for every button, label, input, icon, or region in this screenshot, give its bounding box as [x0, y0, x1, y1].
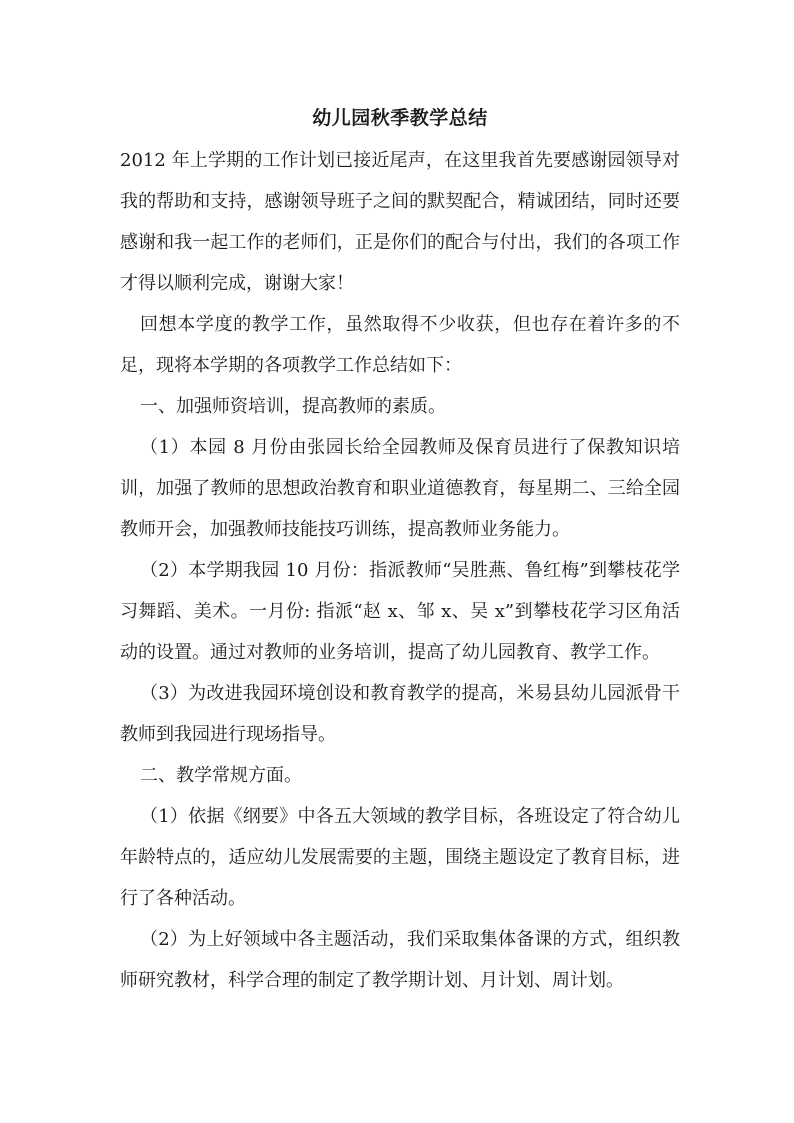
document-body — [120, 100, 680, 1001]
paragraph-item-2-1: （1）依据《纲要》中各五大领域的教学目标，各班设定了符合幼儿年龄特点的，适应幼儿发展需要的主题，围绕主题设定了教育目标，进行了各种活动。 — [120, 806, 680, 909]
paragraph-item-1-1: （1）本园 8 月份由张园长给全园教师及保育员进行了保教知识培训，加强了教师的思想政治教育和职业道德教育，每星期二、三给全园教师开会，加强教师技能技巧训练，提高教师业务能力。 — [120, 437, 680, 540]
paragraph-item-1-3: （3）为改进我园环境创设和教育教学的提高，米易县幼儿园派骨干教师到我园进行现场指导。 — [120, 683, 680, 745]
paragraph-intro: 2012 年上学期的工作计划已接近尾声，在这里我首先要感谢园领导对我的帮助和支持，感谢领导班子之间的默契配合，精诚团结，同时还要感谢和我一起工作的老师们，正是你们的配合与付出，我们的各项工作才得以顺利完成，谢谢大家！ — [120, 150, 680, 294]
document-title: 幼儿园秋季教学总结 — [312, 107, 488, 129]
section-heading-2: 二、教学常规方面。 — [140, 765, 302, 786]
section-heading-1: 一、加强师资培训，提高教师的素质。 — [140, 396, 446, 417]
paragraph-item-2-2: （2）为上好领域中各主题活动，我们采取集体备课的方式，组织教师研究教材，科学合理的制定了教学期计划、月计划、周计划。 — [120, 929, 680, 991]
paragraph-review: 回想本学度的教学工作，虽然取得不少收获，但也存在着许多的不足，现将本学期的各项教学工作总结如下： — [120, 314, 680, 376]
paragraph-item-1-2: （2）本学期我园 10 月份：指派教师“吴胜燕、鲁红梅”到攀枝花学习舞蹈、美术。一月份: 指派“赵 x、邹 x、吴 x”到攀枝花学习区角活动的设置。通过对教师的业务培训，提高了幼儿园教育、教学工作。 — [120, 560, 680, 663]
